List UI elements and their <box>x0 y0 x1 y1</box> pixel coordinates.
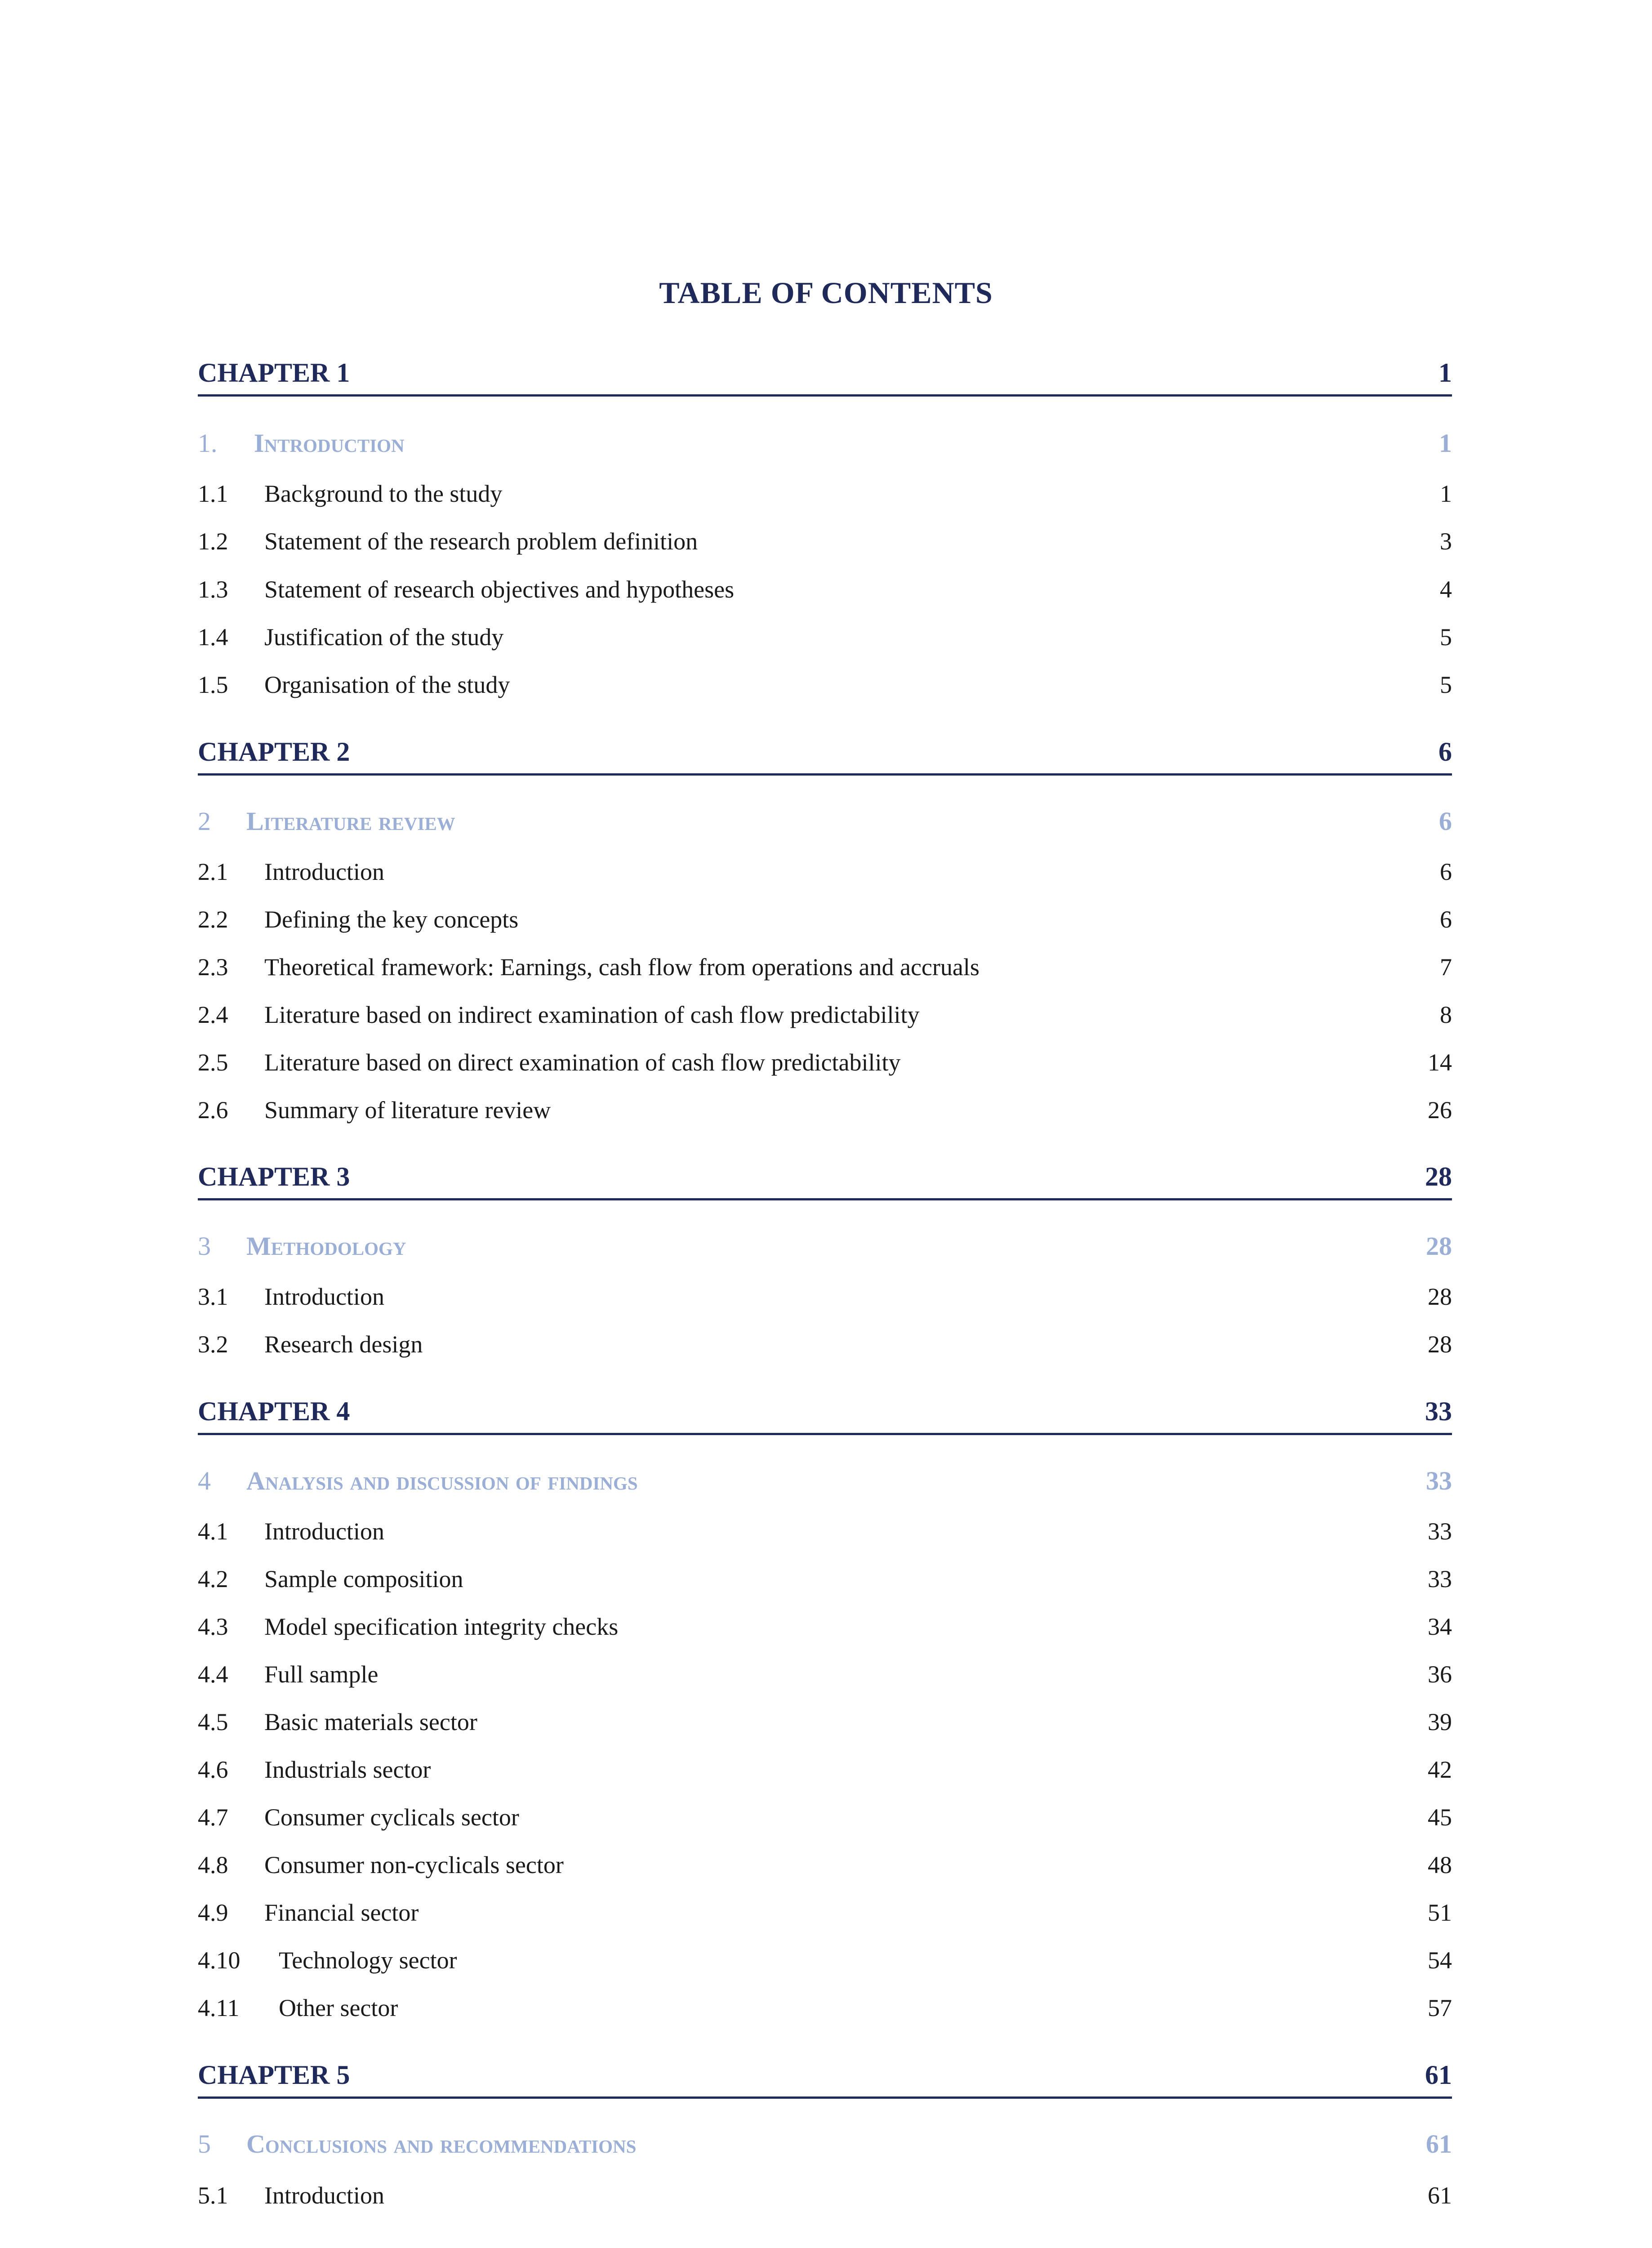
chapter-label: CHAPTER 2 <box>198 737 350 767</box>
item-title: Technology sector <box>279 1947 457 1974</box>
toc-item[interactable] <box>198 905 1452 941</box>
section-title: Methodology <box>246 1231 406 1261</box>
item-page: 36 <box>1428 1661 1452 1688</box>
toc-item[interactable] <box>198 1803 1452 1839</box>
item-number: 2.1 <box>198 858 228 885</box>
item-title: Sample composition <box>264 1566 463 1592</box>
item-page: 54 <box>1428 1947 1452 1974</box>
item-number: 4.5 <box>198 1708 228 1735</box>
toc-item[interactable] <box>198 1330 1452 1366</box>
chapter-label: CHAPTER 1 <box>198 358 350 388</box>
item-page: 28 <box>1428 1331 1452 1358</box>
toc-section-1[interactable] <box>198 428 1452 464</box>
item-title: Research design <box>264 1331 423 1358</box>
toc-item[interactable] <box>198 1096 1452 1132</box>
section-page: 28 <box>1426 1231 1452 1261</box>
item-page: 26 <box>1428 1097 1452 1124</box>
toc-item[interactable] <box>198 1708 1452 1744</box>
toc-item[interactable] <box>198 953 1452 989</box>
item-title: Model specification integrity checks <box>264 1613 619 1640</box>
item-page: 61 <box>1428 2182 1452 2209</box>
item-page: 57 <box>1428 1994 1452 2021</box>
item-title: Financial sector <box>264 1899 419 1926</box>
item-page: 51 <box>1428 1899 1452 1926</box>
section-page: 33 <box>1426 1466 1452 1495</box>
item-title: Consumer non-cyclicals sector <box>264 1851 564 1878</box>
item-number: 1.2 <box>198 528 228 555</box>
item-title: Full sample <box>264 1661 378 1688</box>
toc-section-4[interactable] <box>198 1466 1452 1502</box>
item-title: Theoretical framework: Earnings, cash flow from operations and accruals <box>264 954 980 981</box>
toc-item[interactable] <box>198 623 1452 659</box>
item-page: 45 <box>1428 1804 1452 1831</box>
section-number: 2 <box>198 807 211 836</box>
item-page: 5 <box>1440 624 1452 651</box>
item-page: 42 <box>1428 1756 1452 1783</box>
toc-item[interactable] <box>198 575 1452 611</box>
item-number: 4.4 <box>198 1661 228 1688</box>
item-number: 5.1 <box>198 2182 228 2209</box>
item-number: 3.1 <box>198 1283 228 1310</box>
item-number: 2.2 <box>198 906 228 933</box>
item-title: Organisation of the study <box>264 671 510 698</box>
chapter-page: 1 <box>1438 358 1452 388</box>
item-page: 39 <box>1428 1708 1452 1735</box>
item-number: 4.6 <box>198 1756 228 1783</box>
toc-item[interactable] <box>198 1946 1452 1982</box>
item-number: 1.3 <box>198 576 228 603</box>
toc-chapter-1[interactable] <box>198 357 1452 398</box>
item-number: 2.4 <box>198 1001 228 1028</box>
item-number: 2.5 <box>198 1049 228 1076</box>
toc-item[interactable] <box>198 1283 1452 1319</box>
item-title: Literature based on direct examination of cash flow predictability <box>264 1049 901 1076</box>
toc-item[interactable] <box>198 858 1452 894</box>
item-title: Basic materials sector <box>264 1708 477 1735</box>
item-page: 28 <box>1428 1283 1452 1310</box>
item-page: 4 <box>1440 576 1452 603</box>
item-number: 3.2 <box>198 1331 228 1358</box>
section-number: 1. <box>198 428 218 458</box>
toc-chapter-4[interactable] <box>198 1396 1452 1436</box>
toc-chapter-5[interactable] <box>198 2060 1452 2100</box>
item-number: 2.6 <box>198 1097 228 1124</box>
item-title: Literature based on indirect examination of cash flow predictability <box>264 1001 920 1028</box>
item-number: 4.7 <box>198 1804 228 1831</box>
item-title: Background to the study <box>264 480 503 507</box>
item-number: 4.8 <box>198 1851 228 1878</box>
item-page: 14 <box>1428 1049 1452 1076</box>
item-number: 4.11 <box>198 1994 240 2021</box>
section-number: 4 <box>198 1466 211 1495</box>
item-page: 7 <box>1440 954 1452 981</box>
item-number: 4.9 <box>198 1899 228 1926</box>
item-title: Statement of the research problem definition <box>264 528 698 555</box>
item-number: 2.3 <box>198 954 228 981</box>
item-page: 5 <box>1440 671 1452 698</box>
page-title: TABLE OF CONTENTS <box>659 276 993 310</box>
chapter-label: CHAPTER 4 <box>198 1396 350 1426</box>
item-number: 4.2 <box>198 1566 228 1592</box>
item-title: Summary of literature review <box>264 1097 551 1124</box>
section-title: Conclusions and recommendations <box>246 2129 637 2159</box>
chapter-page: 33 <box>1425 1396 1452 1426</box>
item-page: 6 <box>1440 858 1452 885</box>
item-number: 1.1 <box>198 480 228 507</box>
chapter-rule <box>198 394 1452 397</box>
toc-chapter-3[interactable] <box>198 1161 1452 1202</box>
item-number: 4.1 <box>198 1518 228 1545</box>
toc-section-5[interactable] <box>198 2129 1452 2165</box>
section-number: 3 <box>198 1231 211 1261</box>
item-number: 1.4 <box>198 624 228 651</box>
toc-item[interactable] <box>198 1756 1452 1792</box>
section-number: 5 <box>198 2129 211 2159</box>
toc-item[interactable] <box>198 1001 1452 1037</box>
section-page: 6 <box>1439 807 1452 836</box>
chapter-page: 28 <box>1425 1162 1452 1191</box>
item-page: 8 <box>1440 1001 1452 1028</box>
item-number: 1.5 <box>198 671 228 698</box>
item-page: 3 <box>1440 528 1452 555</box>
toc-item[interactable] <box>198 1899 1452 1935</box>
chapter-page: 61 <box>1425 2060 1452 2090</box>
section-page: 1 <box>1439 428 1452 458</box>
item-title: Other sector <box>279 1994 398 2021</box>
item-page: 1 <box>1440 480 1452 507</box>
toc-item[interactable] <box>198 1517 1452 1553</box>
toc-item[interactable] <box>198 1660 1452 1696</box>
toc-item[interactable] <box>198 1994 1452 2030</box>
item-page: 33 <box>1428 1566 1452 1592</box>
chapter-rule <box>198 773 1452 776</box>
toc-item[interactable] <box>198 671 1452 707</box>
toc-item[interactable] <box>198 1048 1452 1084</box>
item-page: 34 <box>1428 1613 1452 1640</box>
toc-chapter-2[interactable] <box>198 736 1452 777</box>
item-title: Introduction <box>264 2182 384 2209</box>
toc-item[interactable] <box>198 1613 1452 1649</box>
toc-item[interactable] <box>198 1565 1452 1601</box>
item-title: Introduction <box>264 1283 384 1310</box>
section-title: Introduction <box>254 428 405 458</box>
item-number: 4.10 <box>198 1947 240 1974</box>
item-page: 48 <box>1428 1851 1452 1878</box>
chapter-label: CHAPTER 5 <box>198 2060 350 2090</box>
chapter-label: CHAPTER 3 <box>198 1162 350 1191</box>
section-title: Literature review <box>246 807 455 836</box>
toc-section-3[interactable] <box>198 1231 1452 1267</box>
item-title: Introduction <box>264 1518 384 1545</box>
item-title: Justification of the study <box>264 624 504 651</box>
chapter-rule <box>198 1198 1452 1200</box>
toc-item[interactable] <box>198 527 1452 563</box>
section-page: 61 <box>1426 2129 1452 2159</box>
item-title: Industrials sector <box>264 1756 431 1783</box>
item-page: 33 <box>1428 1518 1452 1545</box>
toc-item[interactable] <box>198 1851 1452 1887</box>
toc-section-2[interactable] <box>198 806 1452 842</box>
toc-item[interactable] <box>198 480 1452 516</box>
item-title: Defining the key concepts <box>264 906 519 933</box>
item-page: 6 <box>1440 906 1452 933</box>
item-title: Statement of research objectives and hypotheses <box>264 576 735 603</box>
section-title: Analysis and discussion of findings <box>246 1466 638 1495</box>
item-title: Introduction <box>264 858 384 885</box>
chapter-rule <box>198 1433 1452 1435</box>
item-title: Consumer cyclicals sector <box>264 1804 519 1831</box>
toc-item[interactable] <box>198 2181 1452 2217</box>
item-number: 4.3 <box>198 1613 228 1640</box>
chapter-page: 6 <box>1438 737 1452 767</box>
chapter-rule <box>198 2096 1452 2099</box>
